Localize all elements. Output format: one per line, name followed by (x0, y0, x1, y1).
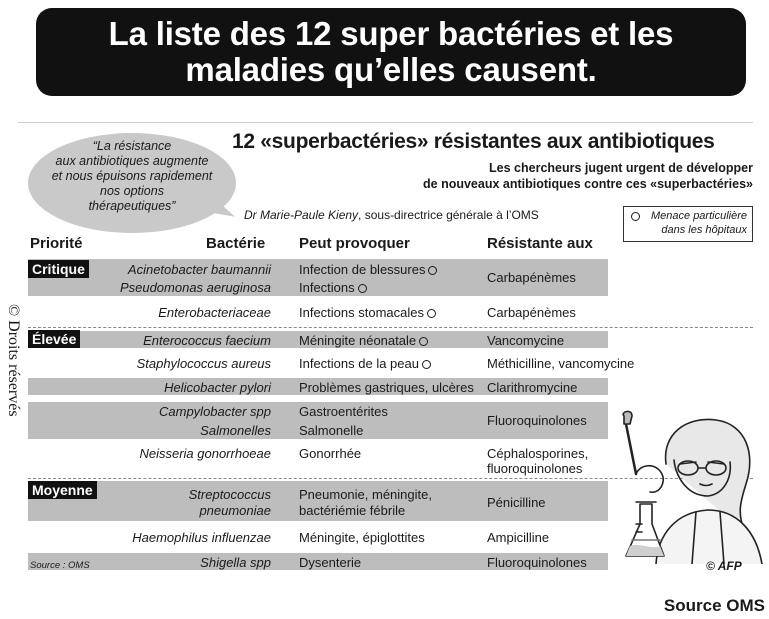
bacteria-name: Haemophilus influenzae (132, 530, 271, 545)
bacteria-name: Neisseria gonorrhoeae (139, 446, 271, 461)
disease-name: Problèmes gastriques, ulcères (299, 380, 474, 395)
source-small: Source : OMS (30, 560, 90, 571)
disease-name: Gastroentérites (299, 404, 388, 419)
quote-line-5: thérapeutiques” (88, 199, 176, 213)
hospital-threat-icon (419, 337, 428, 346)
bacteria-name: Campylobacter spp (159, 404, 271, 419)
bacteria-name: Staphylococcus aureus (136, 356, 271, 371)
scientist-illustration (596, 404, 764, 564)
antibiotic-name: Clarithromycine (487, 380, 578, 395)
header-priority: Priorité (30, 235, 83, 252)
afp-credit: © AFP (706, 559, 742, 573)
copyright-notice: © Droits réservés (5, 304, 22, 417)
header-resistant: Résistante aux (487, 235, 593, 252)
priority-tag-critical: Critique (28, 260, 89, 278)
quote-bubble (28, 133, 236, 233)
antibiotic-name: Céphalosporines, (487, 446, 589, 461)
hospital-threat-icon (428, 266, 437, 275)
disease-name: Méningite néonatale (299, 333, 428, 348)
legend-line-2: dans les hôpitaux (661, 224, 747, 236)
bacteria-name: Enterobacteriaceae (158, 305, 271, 320)
source-caption: Source OMS (663, 596, 765, 615)
antibiotic-name: Carbapénèmes (487, 270, 576, 285)
hospital-threat-icon (422, 360, 431, 369)
disease-name: Gonorrhée (299, 446, 362, 461)
bacteria-name: Salmonelles (200, 423, 271, 438)
bacteria-name: Acinetobacter baumannii (127, 262, 271, 277)
header-causes: Peut provoquer (299, 235, 410, 252)
subtitle-line-2: de nouveaux antibiotiques contre ces «superbactéries» (423, 177, 753, 191)
antibiotic-name: Ampicilline (487, 530, 550, 545)
hospital-threat-icon (631, 212, 640, 221)
header-bacteria: Bactérie (206, 235, 266, 252)
quote-line-1: “La résistance (92, 139, 172, 153)
disease-name: Infections de la peau (299, 356, 431, 371)
quote-line-2: aux antibiotiques augmente (55, 154, 209, 168)
subtitle-line-1: Les chercheurs jugent urgent de développer (489, 161, 753, 175)
quote-author (244, 208, 539, 222)
quote-line-3: et nous épuisons rapidement (51, 169, 213, 183)
disease-name: Infections (299, 280, 367, 295)
hospital-threat-legend (623, 206, 753, 242)
bacteria-name: Streptococcus (188, 487, 271, 502)
priority-tag-medium: Moyenne (28, 481, 97, 499)
disease-name: Infections stomacales (299, 305, 436, 320)
bacteria-name: Enterococcus faecium (143, 333, 271, 348)
bacteria-name: Helicobacter pylori (164, 380, 271, 395)
antibiotic-name: Fluoroquinolones (487, 555, 587, 570)
headline-line-1: La liste des 12 super bactéries et les (108, 15, 674, 52)
legend-line-1: Menace particulière (651, 210, 747, 222)
disease-name: Infection de blessures (299, 262, 437, 277)
infographic-subtitle (333, 160, 753, 192)
hospital-threat-icon (427, 309, 436, 318)
disease-name: Dysenterie (299, 555, 362, 570)
priority-tag-high: Élevée (28, 330, 80, 348)
disease-name: Méningite, épiglottites (299, 530, 425, 545)
headline-banner (36, 8, 746, 96)
disease-name: Salmonelle (299, 423, 364, 438)
headline-line-2: maladies qu’elles causent. (185, 51, 597, 88)
priority-separator (28, 327, 753, 328)
hospital-threat-icon (358, 284, 367, 293)
bacteria-name: Shigella spp (200, 555, 271, 570)
author-role: , sous-directrice générale à l’OMS (358, 208, 539, 222)
author-name: Dr Marie-Paule Kieny (244, 208, 359, 222)
antibiotic-name: Vancomycine (487, 333, 565, 348)
bacteria-name-continued: pneumoniae (199, 503, 271, 518)
quote-line-4: nos options (100, 184, 164, 198)
panel-top-divider (18, 122, 753, 123)
antibiotic-name: Pénicilline (487, 495, 546, 510)
disease-name-continued: bactériémie fébrile (299, 503, 406, 518)
antibiotic-name: Carbapénèmes (487, 305, 576, 320)
disease-name: Pneumonie, méningite, (299, 487, 432, 502)
antibiotic-name: Fluoroquinolones (487, 413, 587, 428)
infographic-title: 12 «superbactéries» résistantes aux antibiotiques (232, 130, 715, 153)
bacteria-name: Pseudomonas aeruginosa (119, 280, 271, 295)
antibiotic-name: Méthicilline, vancomycine (487, 356, 635, 371)
antibiotic-name-continued: fluoroquinolones (487, 461, 583, 476)
